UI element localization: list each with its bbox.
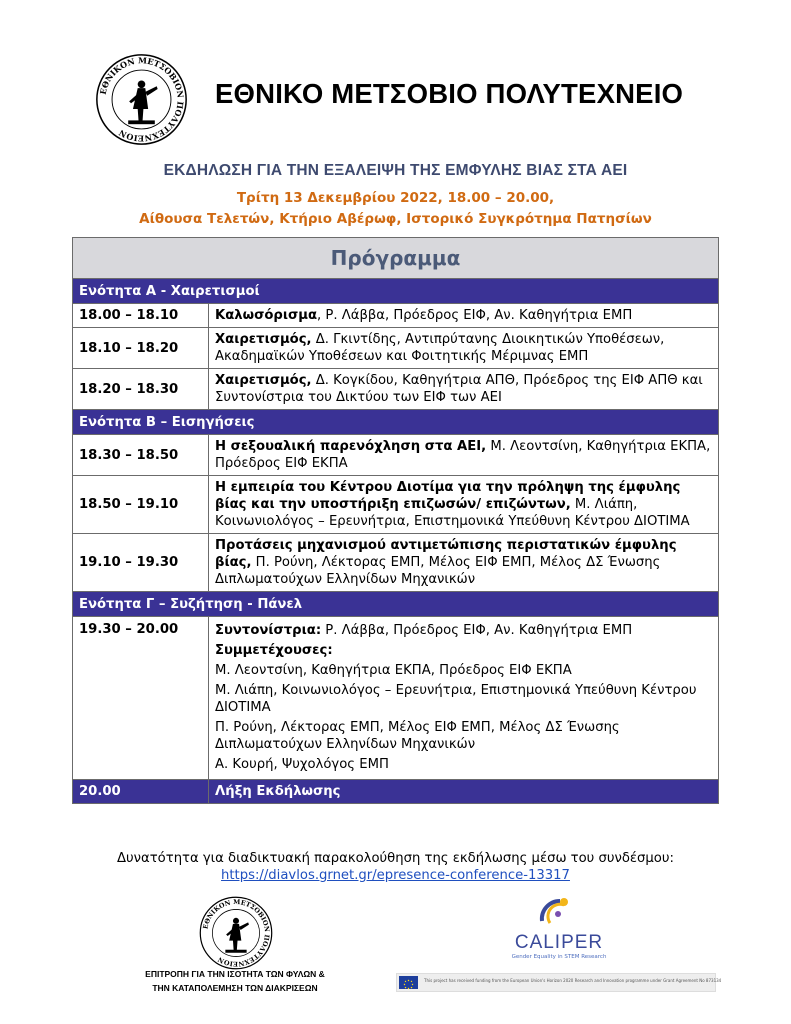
program-row	[73, 534, 719, 592]
row-time: 18.20 – 18.30	[73, 369, 209, 410]
participants-label	[215, 642, 712, 659]
program-table	[72, 237, 719, 804]
participants-label-text: Συμμετέχουσες:	[215, 643, 333, 658]
row-speakers: Δ. Κογκίδου, Καθηγήτρια ΑΠΘ, Πρόεδρος της ΕΙΦ ΑΠΘ και Συντονίστρια του Δικτύου των ΕΙΦ των ΑΕΙ	[215, 373, 703, 405]
streaming-link[interactable]: https://diavlos.grnet.gr/epresence-conference-13317	[221, 868, 570, 883]
eu-funding-banner	[396, 973, 722, 992]
committee-line-2: ΤΗΝ ΚΑΤΑΠΟΛΕΜΗΣΗ ΤΩΝ ΔΙΑΚΡΙΣΕΩΝ	[152, 983, 318, 993]
caliper-name: CALIPER	[514, 932, 604, 953]
row-description	[209, 435, 719, 476]
row-speakers: Π. Ρούνη, Λέκτορας ΕΜΠ, Μέλος ΕΙΦ ΕΜΠ, Μέλος ΔΣ Ένωσης Διπλωματούχων Ελληνίδων Μηχανικών	[215, 555, 661, 587]
section-row	[73, 410, 719, 435]
program-row	[73, 435, 719, 476]
row-title: Προτάσεις μηχανισμού αντιμετώπισης περιστατικών έμφυλης βίας,	[215, 538, 677, 570]
row-description	[209, 369, 719, 410]
row-time: 18.50 – 19.10	[73, 476, 209, 534]
coordinator-label: Συντονίστρια:	[215, 623, 322, 638]
row-time: 18.30 – 18.50	[73, 435, 209, 476]
row-title: Χαιρετισμός,	[215, 373, 312, 388]
university-title: ΕΘΝΙΚΟ ΜΕΤΣΟΒΙΟ ΠΟΛΥΤΕΧΝΕΙΟ	[215, 78, 684, 109]
closing-label: Λήξη Εκδήλωσης	[209, 780, 719, 804]
university-seal-bottom	[198, 895, 274, 971]
eu-flag-icon	[399, 976, 418, 989]
svg-text:ΕΘΝΙΚΟΝ ΜΕΤΣΟΒΙΟΝ ΠΟΛΥΤΕΧΝΕΙΟΝ: ΕΘΝΙΚΟΝ ΜΕΤΣΟΒΙΟΝ ΠΟΛΥΤΕΧΝΕΙΟΝ	[201, 898, 271, 968]
row-time: 19.10 – 19.30	[73, 534, 209, 592]
row-speakers: Δ. Γκιντίδης, Αντιπρύτανης Διοικητικών Υποθέσεων, Ακαδημαϊκών Υποθέσεων και Φοιτητικής Μέριμνας ΕΜΠ	[215, 332, 665, 364]
row-speakers: Μ. Λεοντσίνη, Καθηγήτρια ΕΚΠΑ, Πρόεδρος ΕΙΦ ΕΚΠΑ	[215, 439, 711, 471]
row-description	[209, 476, 719, 534]
caliper-tagline: Gender Equality in STEM Research	[511, 954, 607, 960]
participant: Π. Ρούνη, Λέκτορας ΕΜΠ, Μέλος ΕΙΦ ΕΜΠ, Μέλος ΔΣ Ένωσης Διπλωματούχων Ελληνίδων Μηχανικών	[215, 720, 620, 752]
section-row	[73, 592, 719, 617]
row-title: Χαιρετισμός,	[215, 332, 312, 347]
participant: Μ. Λεοντσίνη, Καθηγήτρια ΕΚΠΑ, Πρόεδρος ΕΙΦ ΕΚΠΑ	[215, 663, 572, 678]
row-time: 18.10 – 18.20	[73, 328, 209, 369]
university-seal-top	[94, 52, 189, 147]
committee-line-1: ΕΠΙΤΡΟΠΗ ΓΙΑ ΤΗΝ ΙΣΟΤΗΤΑ ΤΩΝ ΦΥΛΩΝ &	[145, 969, 325, 979]
program-row	[73, 369, 719, 410]
svg-text:ΕΘΝΙΚΟΝ ΜΕΤΣΟΒΙΟΝ ΠΟΛΥΤΕΧΝΕΙΟΝ: ΕΘΝΙΚΟΝ ΜΕΤΣΟΒΙΟΝ ΠΟΛΥΤΕΧΝΕΙΟΝ	[97, 55, 186, 144]
row-speakers: , Ρ. Λάββα, Πρόεδρος ΕΙΦ, Αν. Καθηγήτρια ΕΜΠ	[317, 308, 633, 323]
event-date: Τρίτη 13 Δεκεμβρίου 2022, 18.00 – 20.00,	[236, 190, 555, 206]
committee-name	[130, 967, 340, 995]
closing-row	[73, 780, 719, 804]
section-a-title: Ενότητα Α - Χαιρετισμοί	[73, 279, 719, 304]
streaming-note: Δυνατότητα για διαδικτυακή παρακολούθηση της εκδήλωσης μέσω του συνδέσμου:	[117, 851, 674, 866]
closing-time: 20.00	[73, 780, 209, 804]
section-b-title: Ενότητα Β – Εισηγήσεις	[73, 410, 719, 435]
program-heading-row	[73, 238, 719, 279]
row-description	[209, 304, 719, 328]
coordinator-name: Ρ. Λάββα, Πρόεδρος ΕΙΦ, Αν. Καθηγήτρια ΕΜΠ	[321, 623, 633, 638]
row-time: 19.30 – 20.00	[73, 617, 209, 780]
row-speakers: Μ. Λιάπη, Κοινωνιολόγος – Ερευνήτρια, Επιστημονικά Υπεύθυνη Κέντρου ΔΙΟΤΙΜΑ	[215, 497, 690, 529]
participant: Μ. Λιάπη, Κοινωνιολόγος – Ερευνήτρια, Επιστημονικά Υπεύθυνη Κέντρου ΔΙΟΤΙΜΑ	[215, 683, 697, 715]
row-time: 18.00 – 18.10	[73, 304, 209, 328]
event-title: ΕΚΔΗΛΩΣΗ ΓΙΑ ΤΗΝ ΕΞΑΛΕΙΨΗ ΤΗΣ ΕΜΦΥΛΗΣ ΒΙΑΣ ΣΤΑ ΑΕΙ	[163, 162, 628, 179]
row-description	[209, 534, 719, 592]
program-row	[73, 617, 719, 780]
event-place: Αίθουσα Τελετών, Κτήριο Αβέρωφ, Ιστορικό Συγκρότημα Πατησίων	[139, 211, 652, 227]
panel-coordinator	[215, 622, 712, 639]
program-row	[73, 476, 719, 534]
participant: Α. Κουρή, Ψυχολόγος ΕΜΠ	[215, 757, 389, 772]
section-c-title: Ενότητα Γ – Συζήτηση - Πάνελ	[73, 592, 719, 617]
row-description	[209, 328, 719, 369]
program-row	[73, 328, 719, 369]
row-title: Καλωσόρισμα	[215, 308, 318, 323]
program-heading: Πρόγραμμα	[73, 238, 719, 279]
section-row	[73, 279, 719, 304]
panel-description	[209, 617, 719, 780]
row-title: Η σεξουαλική παρενόχληση στα ΑΕΙ,	[215, 439, 487, 454]
program-row	[73, 304, 719, 328]
row-title: Η εμπειρία του Κέντρου Διοτίμα για την πρόληψη της έμφυλης βίας και την υποστήριξη επιζωσών/ επιζώντων,	[215, 480, 681, 512]
eu-funding-text: This project has received funding from the European Union's Horizon 2020 Research and Innovation programme under Grant Agreement No 873134	[424, 978, 722, 983]
